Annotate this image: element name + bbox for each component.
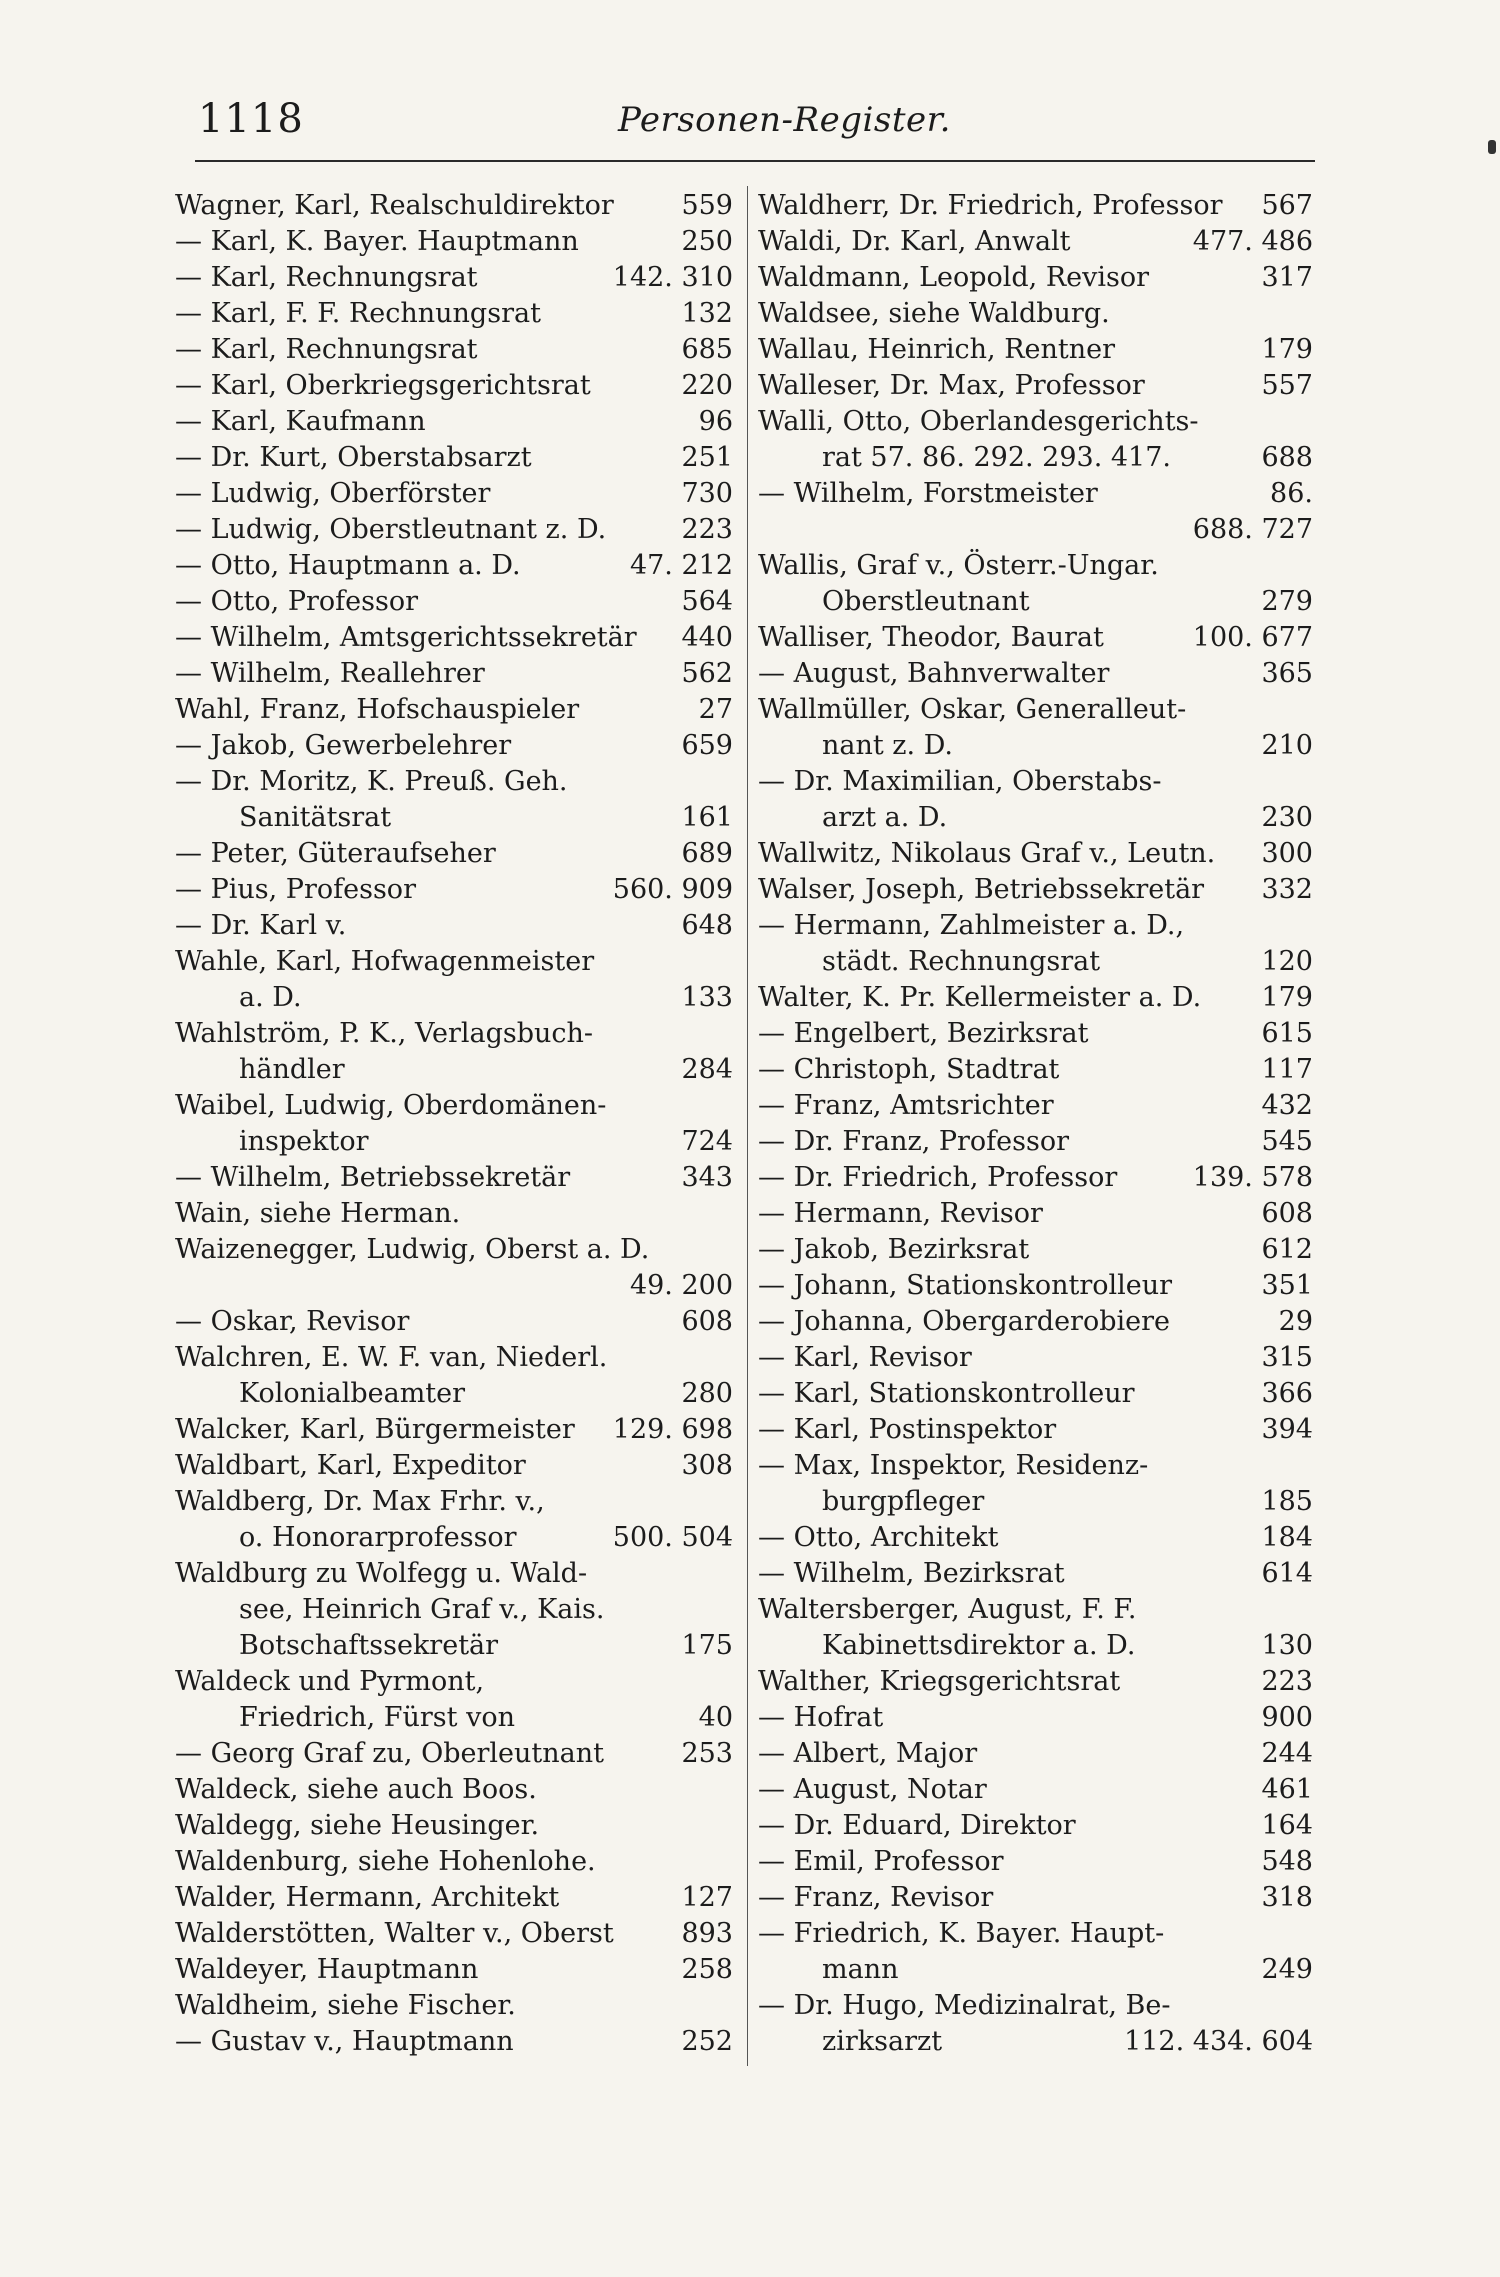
- entry-text: — Karl, Rechnungsrat: [175, 262, 478, 293]
- entry-pages: 608: [1261, 1198, 1313, 1229]
- entry-text: — Jakob, Bezirksrat: [758, 1234, 1030, 1265]
- index-entry: [758, 764, 1313, 800]
- entry-text: Waldeyer, Hauptmann: [175, 1954, 479, 1985]
- entry-text: — Hofrat: [758, 1702, 884, 1733]
- entry-pages: 477. 486: [1192, 226, 1313, 257]
- column-divider: [747, 186, 748, 2066]
- index-entry: [758, 1052, 1313, 1088]
- entry-text: Walleser, Dr. Max, Professor: [758, 370, 1145, 401]
- index-entry-continuation: [175, 980, 733, 1016]
- entry-text: — Jakob, Gewerbelehrer: [175, 730, 512, 761]
- entry-text: — Dr. Maximilian, Oberstabs-: [758, 766, 1162, 797]
- entry-text: Kabinettsdirektor a. D.: [822, 1630, 1136, 1661]
- entry-text: Wain, siehe Herman.: [175, 1198, 461, 1229]
- entry-text: Waldi, Dr. Karl, Anwalt: [758, 226, 1071, 257]
- entry-text: Friedrich, Fürst von: [239, 1702, 515, 1733]
- entry-pages: 648: [681, 910, 733, 941]
- index-entry: [758, 1376, 1313, 1412]
- entry-text: Waizenegger, Ludwig, Oberst a. D.: [175, 1234, 650, 1265]
- entry-text: Sanitätsrat: [239, 802, 392, 833]
- index-entry: [758, 1412, 1313, 1448]
- index-entry: [758, 1844, 1313, 1880]
- index-entry: [758, 1916, 1313, 1952]
- index-entry: [175, 332, 733, 368]
- index-entry: [175, 1664, 733, 1700]
- entry-text: — Georg Graf zu, Oberleutnant: [175, 1738, 604, 1769]
- entry-pages: 249: [1261, 1954, 1313, 1985]
- entry-text: Wahle, Karl, Hofwagenmeister: [175, 946, 595, 977]
- entry-pages: 253: [681, 1738, 733, 1769]
- page-number: 1118: [198, 96, 304, 142]
- header-rule: [195, 160, 1315, 162]
- entry-text: — Karl, Stationskontrolleur: [758, 1378, 1135, 1409]
- index-entry: [758, 1664, 1313, 1700]
- index-entry: [758, 332, 1313, 368]
- entry-text: Wagner, Karl, Realschuldirektor: [175, 190, 614, 221]
- index-entry-continuation: [758, 512, 1313, 548]
- entry-text: Kolonialbeamter: [239, 1378, 466, 1409]
- entry-pages: 112. 434. 604: [1124, 2026, 1313, 2057]
- index-entry: [758, 1160, 1313, 1196]
- entry-text: burgpfleger: [822, 1486, 985, 1517]
- index-entry: [175, 260, 733, 296]
- entry-text: Wallmüller, Oskar, Generalleut-: [758, 694, 1187, 725]
- entry-pages: 685: [681, 334, 733, 365]
- entry-text: Wahlström, P. K., Verlagsbuch-: [175, 1018, 594, 1049]
- entry-text: händler: [239, 1054, 345, 1085]
- index-entry: [175, 944, 733, 980]
- entry-pages: 688. 727: [1192, 514, 1313, 545]
- index-entry: [758, 1124, 1313, 1160]
- index-entry: [758, 368, 1313, 404]
- index-entry: [758, 1232, 1313, 1268]
- entry-pages: 394: [1261, 1414, 1313, 1445]
- entry-pages: 223: [1261, 1666, 1313, 1697]
- entry-pages: 500. 504: [612, 1522, 733, 1553]
- entry-pages: 564: [681, 586, 733, 617]
- entry-pages: 608: [681, 1306, 733, 1337]
- entry-pages: 252: [681, 2026, 733, 2057]
- entry-pages: 139. 578: [1192, 1162, 1313, 1193]
- entry-text: Waltersberger, August, F. F.: [758, 1594, 1137, 1625]
- entry-pages: 308: [681, 1450, 733, 1481]
- entry-text: — Hermann, Revisor: [758, 1198, 1043, 1229]
- entry-text: — Wilhelm, Amtsgerichtssekretär: [175, 622, 637, 653]
- entry-text: — Wilhelm, Betriebssekretär: [175, 1162, 571, 1193]
- entry-text: — Ludwig, Oberstleutnant z. D.: [175, 514, 607, 545]
- entry-text: — Wilhelm, Reallehrer: [175, 658, 485, 689]
- index-entry: [175, 1016, 733, 1052]
- entry-pages: 142. 310: [612, 262, 733, 293]
- index-entry-continuation: [175, 1124, 733, 1160]
- entry-text: Waldeck, siehe auch Boos.: [175, 1774, 537, 1805]
- index-entry: [175, 188, 733, 224]
- entry-text: — Franz, Amtsrichter: [758, 1090, 1054, 1121]
- index-column-right: [758, 188, 1313, 2060]
- index-entry: [758, 692, 1313, 728]
- index-entry: [175, 908, 733, 944]
- entry-text: Waldenburg, siehe Hohenlohe.: [175, 1846, 596, 1877]
- entry-text: — Dr. Moritz, K. Preuß. Geh.: [175, 766, 568, 797]
- entry-text: Waldburg zu Wolfegg u. Wald-: [175, 1558, 588, 1589]
- index-entry: [175, 1448, 733, 1484]
- entry-text: — Ludwig, Oberförster: [175, 478, 491, 509]
- index-entry: [175, 1844, 733, 1880]
- index-entry: [175, 656, 733, 692]
- entry-text: a. D.: [239, 982, 302, 1013]
- entry-pages: 315: [1261, 1342, 1313, 1373]
- index-entry: [758, 476, 1313, 512]
- entry-text: Walderstötten, Walter v., Oberst: [175, 1918, 614, 1949]
- entry-text: Waldsee, siehe Waldburg.: [758, 298, 1110, 329]
- entry-pages: 250: [681, 226, 733, 257]
- index-entry: [758, 1880, 1313, 1916]
- entry-pages: 332: [1261, 874, 1313, 905]
- entry-pages: 559: [681, 190, 733, 221]
- page-edge-mark: [1488, 140, 1496, 154]
- entry-pages: 184: [1261, 1522, 1313, 1553]
- entry-text: — August, Bahnverwalter: [758, 658, 1110, 689]
- entry-pages: 47. 212: [629, 550, 733, 581]
- entry-pages: 366: [1261, 1378, 1313, 1409]
- index-entry: [175, 1556, 733, 1592]
- entry-pages: 461: [1261, 1774, 1313, 1805]
- index-entry: [175, 1088, 733, 1124]
- index-entry-continuation: [175, 1376, 733, 1412]
- index-entry: [175, 1916, 733, 1952]
- entry-text: — Engelbert, Bezirksrat: [758, 1018, 1089, 1049]
- entry-text: arzt a. D.: [822, 802, 948, 833]
- index-entry: [175, 404, 733, 440]
- index-entry: [175, 512, 733, 548]
- entry-text: Waldegg, siehe Heusinger.: [175, 1810, 540, 1841]
- entry-pages: 86.: [1270, 478, 1313, 509]
- entry-pages: 230: [1261, 802, 1313, 833]
- index-entry-continuation: [175, 1052, 733, 1088]
- entry-text: — Max, Inspektor, Residenz-: [758, 1450, 1149, 1481]
- index-entry: [175, 620, 733, 656]
- index-entry-continuation: [758, 440, 1313, 476]
- entry-text: — Pius, Professor: [175, 874, 416, 905]
- index-entry: [758, 620, 1313, 656]
- entry-text: inspektor: [239, 1126, 369, 1157]
- entry-text: — Dr. Franz, Professor: [758, 1126, 1070, 1157]
- index-entry: [175, 548, 733, 584]
- entry-text: Wallwitz, Nikolaus Graf v., Leutn.: [758, 838, 1216, 869]
- entry-text: — Karl, Rechnungsrat: [175, 334, 478, 365]
- entry-pages: 893: [681, 1918, 733, 1949]
- index-entry: [758, 1988, 1313, 2024]
- index-entry: [758, 1304, 1313, 1340]
- entry-text: Walchren, E. W. F. van, Niederl.: [175, 1342, 608, 1373]
- entry-text: Walter, K. Pr. Kellermeister a. D.: [758, 982, 1202, 1013]
- index-entry-continuation: [175, 1268, 733, 1304]
- entry-text: — Otto, Architekt: [758, 1522, 999, 1553]
- index-entry: [758, 1196, 1313, 1232]
- entry-pages: 130: [1261, 1630, 1313, 1661]
- index-entry: [175, 1880, 733, 1916]
- index-entry: [175, 584, 733, 620]
- index-entry-continuation: [175, 1520, 733, 1556]
- entry-pages: 127: [681, 1882, 733, 1913]
- index-entry: [758, 1700, 1313, 1736]
- entry-text: Botschaftssekretär: [239, 1630, 499, 1661]
- entry-text: — Dr. Karl v.: [175, 910, 347, 941]
- index-entry-continuation: [175, 1700, 733, 1736]
- entry-text: — Wilhelm, Bezirksrat: [758, 1558, 1065, 1589]
- entry-pages: 615: [1261, 1018, 1313, 1049]
- index-entry: [175, 1196, 733, 1232]
- entry-pages: 164: [1261, 1810, 1313, 1841]
- entry-text: nant z. D.: [822, 730, 953, 761]
- entry-pages: 244: [1261, 1738, 1313, 1769]
- index-entry-continuation: [758, 728, 1313, 764]
- entry-text: — Otto, Professor: [175, 586, 419, 617]
- entry-pages: 614: [1261, 1558, 1313, 1589]
- entry-pages: 365: [1261, 658, 1313, 689]
- entry-text: rat 57. 86. 292. 293. 417.: [822, 442, 1171, 473]
- index-entry: [175, 1952, 733, 1988]
- entry-pages: 258: [681, 1954, 733, 1985]
- index-entry-continuation: [758, 944, 1313, 980]
- entry-pages: 132: [681, 298, 733, 329]
- index-entry: [175, 1340, 733, 1376]
- entry-text: Waldeck und Pyrmont,: [175, 1666, 485, 1697]
- index-entry-continuation: [175, 800, 733, 836]
- entry-text: Walser, Joseph, Betriebssekretär: [758, 874, 1205, 905]
- entry-pages: 133: [681, 982, 733, 1013]
- index-entry: [758, 1592, 1313, 1628]
- index-entry: [175, 1772, 733, 1808]
- entry-text: — Gustav v., Hauptmann: [175, 2026, 514, 2057]
- entry-text: Waibel, Ludwig, Oberdomänen-: [175, 1090, 607, 1121]
- index-entry: [758, 404, 1313, 440]
- entry-text: Wallau, Heinrich, Rentner: [758, 334, 1116, 365]
- entry-pages: 284: [681, 1054, 733, 1085]
- index-entry: [175, 368, 733, 404]
- entry-pages: 279: [1261, 586, 1313, 617]
- entry-pages: 724: [681, 1126, 733, 1157]
- entry-text: — Oskar, Revisor: [175, 1306, 410, 1337]
- index-entry-continuation: [758, 2024, 1313, 2060]
- index-entry: [175, 872, 733, 908]
- entry-pages: 220: [681, 370, 733, 401]
- entry-text: — Johanna, Obergarderobiere: [758, 1306, 1170, 1337]
- entry-text: see, Heinrich Graf v., Kais.: [239, 1594, 605, 1625]
- entry-pages: 40: [698, 1702, 733, 1733]
- entry-text: — Friedrich, K. Bayer. Haupt-: [758, 1918, 1165, 1949]
- index-entry: [758, 1448, 1313, 1484]
- index-entry-continuation: [175, 1592, 733, 1628]
- entry-text: o. Honorarprofessor: [239, 1522, 517, 1553]
- index-entry-continuation: [175, 1628, 733, 1664]
- index-entry: [175, 1988, 733, 2024]
- entry-text: — Hermann, Zahlmeister a. D.,: [758, 910, 1185, 941]
- index-entry: [175, 224, 733, 260]
- index-entry: [758, 224, 1313, 260]
- entry-text: mann: [822, 1954, 899, 1985]
- entry-pages: 223: [681, 514, 733, 545]
- index-entry: [758, 296, 1313, 332]
- index-entry-continuation: [758, 1484, 1313, 1520]
- index-entry: [758, 1556, 1313, 1592]
- index-entry: [175, 2024, 733, 2060]
- entry-text: Walcker, Karl, Bürgermeister: [175, 1414, 575, 1445]
- entry-text: städt. Rechnungsrat: [822, 946, 1101, 977]
- entry-text: — Karl, Oberkriegsgerichtsrat: [175, 370, 591, 401]
- entry-text: — Karl, Revisor: [758, 1342, 972, 1373]
- index-entry: [758, 1088, 1313, 1124]
- entry-pages: 96: [698, 406, 733, 437]
- index-entry: [758, 980, 1313, 1016]
- entry-text: Waldberg, Dr. Max Frhr. v.,: [175, 1486, 545, 1517]
- entry-pages: 689: [681, 838, 733, 869]
- entry-text: Waldherr, Dr. Friedrich, Professor: [758, 190, 1223, 221]
- entry-text: — August, Notar: [758, 1774, 987, 1805]
- entry-pages: 432: [1261, 1090, 1313, 1121]
- index-entry: [758, 548, 1313, 584]
- entry-text: — Wilhelm, Forstmeister: [758, 478, 1098, 509]
- entry-text: — Karl, K. Bayer. Hauptmann: [175, 226, 579, 257]
- index-entry: [175, 1808, 733, 1844]
- entry-text: zirksarzt: [822, 2026, 943, 2057]
- entry-pages: 161: [681, 802, 733, 833]
- entry-text: — Johann, Stationskontrolleur: [758, 1270, 1173, 1301]
- entry-pages: 688: [1261, 442, 1313, 473]
- entry-text: — Franz, Revisor: [758, 1882, 994, 1913]
- index-entry: [175, 1304, 733, 1340]
- entry-pages: 900: [1261, 1702, 1313, 1733]
- entry-text: — Dr. Friedrich, Professor: [758, 1162, 1118, 1193]
- entry-text: — Dr. Hugo, Medizinalrat, Be-: [758, 1990, 1171, 2021]
- entry-text: — Karl, F. F. Rechnungsrat: [175, 298, 541, 329]
- index-entry: [758, 1808, 1313, 1844]
- entry-pages: 318: [1261, 1882, 1313, 1913]
- entry-pages: 100. 677: [1192, 622, 1313, 653]
- index-entry: [175, 476, 733, 512]
- entry-pages: 351: [1261, 1270, 1313, 1301]
- page-header: [198, 96, 1313, 152]
- entry-text: Waldbart, Karl, Expeditor: [175, 1450, 526, 1481]
- entry-text: Walli, Otto, Oberlandesgerichts-: [758, 406, 1199, 437]
- index-entry-continuation: [758, 1952, 1313, 1988]
- entry-pages: 317: [1261, 262, 1313, 293]
- index-entry: [175, 1484, 733, 1520]
- entry-pages: 251: [681, 442, 733, 473]
- index-entry-continuation: [758, 1628, 1313, 1664]
- entry-pages: 120: [1261, 946, 1313, 977]
- entry-pages: 185: [1261, 1486, 1313, 1517]
- entry-pages: 548: [1261, 1846, 1313, 1877]
- entry-pages: 440: [681, 622, 733, 653]
- index-entry: [758, 1016, 1313, 1052]
- entry-pages: 49. 200: [629, 1270, 733, 1301]
- index-entry: [175, 440, 733, 476]
- index-entry: [758, 188, 1313, 224]
- entry-text: — Otto, Hauptmann a. D.: [175, 550, 521, 581]
- index-entry: [175, 728, 733, 764]
- entry-pages: 659: [681, 730, 733, 761]
- entry-text: Walliser, Theodor, Baurat: [758, 622, 1104, 653]
- entry-text: Wallis, Graf v., Österr.-Ungar.: [758, 550, 1159, 581]
- index-entry: [758, 260, 1313, 296]
- index-entry: [758, 1520, 1313, 1556]
- entry-pages: 562: [681, 658, 733, 689]
- entry-pages: 545: [1261, 1126, 1313, 1157]
- index-entry: [758, 1736, 1313, 1772]
- index-entry: [758, 1340, 1313, 1376]
- entry-text: Waldheim, siehe Fischer.: [175, 1990, 516, 2021]
- index-entry: [758, 1772, 1313, 1808]
- index-entry: [175, 1160, 733, 1196]
- entry-text: Wahl, Franz, Hofschauspieler: [175, 694, 580, 725]
- entry-text: — Dr. Kurt, Oberstabsarzt: [175, 442, 532, 473]
- entry-pages: 612: [1261, 1234, 1313, 1265]
- entry-pages: 560. 909: [612, 874, 733, 905]
- index-entry: [758, 656, 1313, 692]
- entry-text: Waldmann, Leopold, Revisor: [758, 262, 1150, 293]
- entry-pages: 300: [1261, 838, 1313, 869]
- entry-text: — Karl, Kaufmann: [175, 406, 426, 437]
- entry-pages: 567: [1261, 190, 1313, 221]
- entry-pages: 557: [1261, 370, 1313, 401]
- entry-text: Oberstleutnant: [822, 586, 1030, 617]
- index-entry: [175, 692, 733, 728]
- entry-text: Walther, Kriegsgerichtsrat: [758, 1666, 1121, 1697]
- entry-pages: 179: [1261, 334, 1313, 365]
- entry-text: — Christoph, Stadtrat: [758, 1054, 1060, 1085]
- entry-pages: 175: [681, 1630, 733, 1661]
- index-entry: [175, 1736, 733, 1772]
- entry-pages: 27: [698, 694, 733, 725]
- entry-text: — Karl, Postinspektor: [758, 1414, 1057, 1445]
- entry-pages: 343: [681, 1162, 733, 1193]
- entry-text: — Emil, Professor: [758, 1846, 1004, 1877]
- entry-text: — Albert, Major: [758, 1738, 978, 1769]
- entry-text: Walder, Hermann, Architekt: [175, 1882, 560, 1913]
- entry-pages: 210: [1261, 730, 1313, 761]
- entry-text: — Peter, Güteraufseher: [175, 838, 496, 869]
- entry-pages: 29: [1278, 1306, 1313, 1337]
- index-entry: [175, 296, 733, 332]
- index-entry-continuation: [758, 800, 1313, 836]
- index-entry: [758, 1268, 1313, 1304]
- entry-pages: 117: [1261, 1054, 1313, 1085]
- entry-pages: 280: [681, 1378, 733, 1409]
- index-entry: [175, 1412, 733, 1448]
- index-entry-continuation: [758, 584, 1313, 620]
- index-entry: [175, 836, 733, 872]
- index-column-left: [175, 188, 733, 2060]
- entry-pages: 129. 698: [612, 1414, 733, 1445]
- index-entry: [175, 764, 733, 800]
- index-entry: [175, 1232, 733, 1268]
- index-entry: [758, 908, 1313, 944]
- index-entry: [758, 872, 1313, 908]
- running-title: Personen-Register.: [618, 100, 951, 140]
- entry-pages: 730: [681, 478, 733, 509]
- index-entry: [758, 836, 1313, 872]
- entry-text: — Dr. Eduard, Direktor: [758, 1810, 1076, 1841]
- entry-pages: 179: [1261, 982, 1313, 1013]
